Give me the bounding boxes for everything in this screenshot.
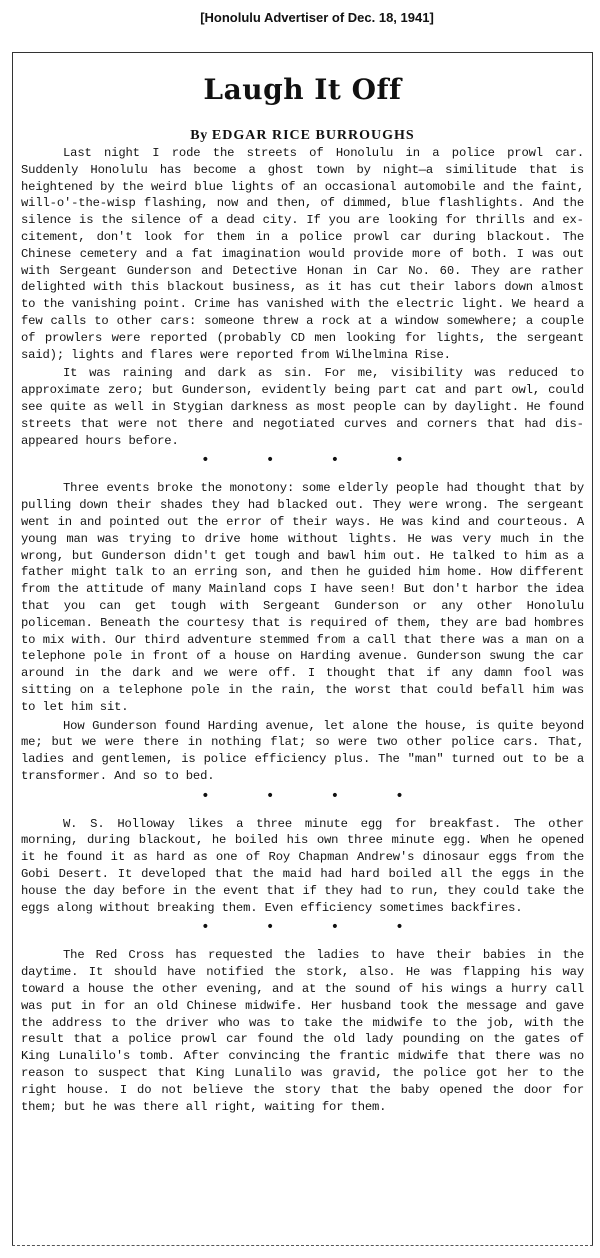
- section-separator: • • • •: [201, 452, 430, 469]
- paragraph-prowl-car: Last night I rode the streets of Honolulu in a police prowl car. Suddenly Honolulu has become a ghost town by night—a similitude that is heightened by the weird blue lights of an occasional automobile and the faint, will-o'-the-wisp flashing, now and then, of dimmed, blue flashlights. And the silence is the silence of a dead city. If you are looking for thrills and excitement, don't look for them in a police prowl car during blackout. The Chinese cemetery and a fat imagination would provide more of both. I was out with Sergeant Gunderson and Detective Honan in Car No. 60. They are rather delighted with this blackout business, as it has cut their labors down almost to the vanishing point. Crime has vanished with the electric light. We heard a few calls to other cars: someone threw a rock at a window somewhere; a couple of prowlers were reported (probably CD men looking for lights, the sergeant said); lights and flares were reported from Wilhelmina Rise.: [21, 146, 584, 362]
- headline: Laugh It Off: [203, 73, 402, 106]
- paragraph-dark-as-sin: It was raining and dark as sin. For me, visibility was reduced to approximate zero; but Gunderson, evidently being part cat and part owl, could see quite as well in Stygian darkness as most people can by daylight. He found streets that were not there and negotiated curves and corners that had disappeared hours before.: [21, 366, 584, 448]
- byline-author: EDGAR RICE BURROUGHS: [211, 128, 415, 143]
- article-body: [21, 145, 584, 1115]
- paragraph-red-cross-stork: The Red Cross has requested the ladies to have their babies in the daytime. It should have notified the stork, also. He was flapping his way toward a house the other evening, and at the sound of his wings a hurry call was put in for an old Chinese midwife. Her husband took the message and gave the address to the driver who was to take the midwife to the job, with the result that a police prowl car found the old lady pounding on the gates of King Lunalilo's tomb. After convincing the frantic midwife that there was no reason to suspect that King Lunalilo was gravid, the police got her to the right house. I do not believe the story that the baby opened the door for them; but he was there all right, waiting for them.: [21, 948, 584, 1114]
- section-separator: • • • •: [201, 919, 430, 936]
- newspaper-clipping: [12, 52, 593, 1245]
- byline: [13, 128, 592, 144]
- byline-prefix: By: [190, 128, 208, 143]
- paragraph-three-events: Three events broke the monotony: some elderly people had thought that by pulling down their shades they had blacked out. They were wrong. The sergeant went in and pointed out the error of their ways. He was kind and courteous. A young man was trying to drive home without lights. He was very much in the wrong, but Gunderson didn't get tough and bawl him out. He talked to him as a father might talk to an erring son, and then he guided him home. How different from the attitude of many Mainland cops I have seen! But don't harbor the idea that you can get tough with Sergeant Gunderson or any other Honolulu policeman. Beneath the courtesy that is required of them, they are bad hombres to mix with. Our third adventure stemmed from a call that there was a man on a telephone pole in front of a house on Harding avenue. Gunderson swung the car around in the dark and we were off. I thought that if any damn fool was sitting on a telephone pole in the rain, the worst that could befall him was to let him sit.: [21, 481, 584, 714]
- section-separator: • • • •: [201, 787, 430, 804]
- paragraph-harding-avenue: How Gunderson found Harding avenue, let alone the house, is quite beyond me; but we were there in nothing flat; so were two other police cars. That, ladies and gentlemen, is police efficiency plus. The "man" turned out to be a transformer. And so to bed.: [21, 718, 584, 783]
- clipping-bottom-edge: [12, 1245, 593, 1246]
- source-label: [Honolulu Advertiser of Dec. 18, 1941]: [200, 10, 434, 25]
- paragraph-three-minute-egg: W. S. Holloway likes a three minute egg for breakfast. The other morning, during blackout, he boiled his own three minute egg. When he opened it he found it as hard as one of Roy Chapman Andrew's dinosaur eggs from the Gobi Desert. It developed that the maid had hard boiled all the eggs in the house the day before in the event that if they had to run, they could take the eggs along without breaking them. Even efficiency sometimes backfires.: [21, 816, 584, 915]
